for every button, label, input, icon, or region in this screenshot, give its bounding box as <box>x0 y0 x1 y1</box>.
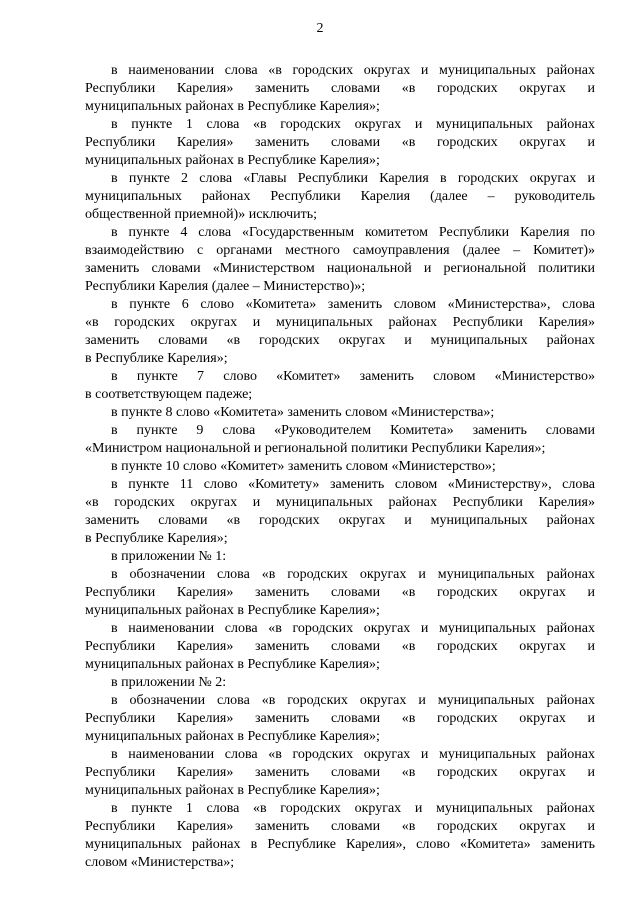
paragraph <box>85 224 595 296</box>
paragraph-line: муниципальных районах в Республике Карелия»; <box>85 783 380 798</box>
paragraph <box>85 566 595 620</box>
paragraph-line: Республики Карелия» заменить словами «в городских округах и <box>85 81 595 96</box>
paragraph-line: Республики Карелия (далее – Министерство)»; <box>85 279 366 294</box>
paragraph <box>85 674 595 692</box>
document-body <box>85 62 595 872</box>
paragraph-line: в пункте 10 слово «Комитет» заменить словом «Министерство»; <box>111 459 496 474</box>
paragraph-line: Республики Карелия» заменить словами «в городских округах и <box>85 765 595 780</box>
paragraph-line: заменить словами «в городских округах и муниципальных районах <box>85 333 595 348</box>
paragraph <box>85 404 595 422</box>
paragraph <box>85 368 595 404</box>
paragraph-line: муниципальных районах в Республике Карелия»; <box>85 99 380 114</box>
paragraph <box>85 548 595 566</box>
paragraph-line: в соответствующем падеже; <box>85 387 253 402</box>
paragraph-line: в Республике Карелия»; <box>85 531 228 546</box>
paragraph-line: заменить словами «в городских округах и муниципальных районах <box>85 513 595 528</box>
paragraph-line: в приложении № 2: <box>111 675 227 690</box>
paragraph <box>85 296 595 368</box>
paragraph-line: общественной приемной)» исключить; <box>85 207 318 222</box>
paragraph-line: муниципальных районах в Республике Карелия»; <box>85 603 380 618</box>
paragraph-line: в пункте 11 слово «Комитету» заменить словом «Министерству», слова <box>111 477 595 492</box>
paragraph-line: в наименовании слова «в городских округах и муниципальных районах <box>111 621 595 636</box>
paragraph-line: муниципальных районах Республики Карелия (далее – руководитель <box>85 189 595 204</box>
paragraph <box>85 476 595 548</box>
paragraph-line: «в городских округах и муниципальных районах Республики Карелия» <box>85 495 595 510</box>
paragraph-line: в обозначении слова «в городских округах и муниципальных районах <box>111 693 595 708</box>
paragraph-line: Республики Карелия» заменить словами «в городских округах и <box>85 639 595 654</box>
paragraph-line: в пункте 1 слова «в городских округах и муниципальных районах <box>111 801 595 816</box>
paragraph-line: в приложении № 1: <box>111 549 227 564</box>
paragraph-line: в пункте 9 слова «Руководителем Комитета» заменить словами <box>111 423 595 438</box>
paragraph-line: в пункте 2 слова «Главы Республики Карелия в городских округах и <box>111 171 595 186</box>
paragraph-line: муниципальных районах в Республике Карелия»; <box>85 153 380 168</box>
paragraph <box>85 800 595 872</box>
paragraph-line: в наименовании слова «в городских округах и муниципальных районах <box>111 63 595 78</box>
paragraph <box>85 116 595 170</box>
paragraph <box>85 692 595 746</box>
paragraph-line: Республики Карелия» заменить словами «в городских округах и <box>85 135 595 150</box>
paragraph <box>85 620 595 674</box>
paragraph-line: Республики Карелия» заменить словами «в городских округах и <box>85 585 595 600</box>
page-number: 2 <box>316 21 324 36</box>
paragraph-line: «Министром национальной и региональной политики Республики Карелия»; <box>85 441 546 456</box>
paragraph <box>85 746 595 800</box>
paragraph-line: заменить словами «Министерством национальной и региональной политики <box>85 261 595 276</box>
paragraph-line: муниципальных районах в Республике Карелия»; <box>85 729 380 744</box>
paragraph-line: словом «Министерства»; <box>85 855 235 870</box>
paragraph-line: «в городских округах и муниципальных районах Республики Карелия» <box>85 315 595 330</box>
paragraph-line: в пункте 8 слово «Комитета» заменить словом «Министерства»; <box>111 405 495 420</box>
paragraph-line: в пункте 7 слово «Комитет» заменить словом «Министерство» <box>111 369 595 384</box>
paragraph-line: в пункте 4 слова «Государственным комитетом Республики Карелия по <box>111 225 595 240</box>
paragraph <box>85 170 595 224</box>
paragraph-line: муниципальных районах в Республике Карелия»; <box>85 657 380 672</box>
paragraph-line: в пункте 6 слово «Комитета» заменить словом «Министерства», слова <box>111 297 595 312</box>
paragraph <box>85 458 595 476</box>
paragraph-line: взаимодействию с органами местного самоуправления (далее – Комитет)» <box>85 243 595 258</box>
paragraph-line: в пункте 1 слова «в городских округах и муниципальных районах <box>111 117 595 132</box>
paragraph-line: Республики Карелия» заменить словами «в городских округах и <box>85 711 595 726</box>
paragraph-line: в наименовании слова «в городских округах и муниципальных районах <box>111 747 595 762</box>
paragraph-line: муниципальных районах в Республике Карелия», слово «Комитета» заменить <box>85 837 595 852</box>
paragraph-line: в Республике Карелия»; <box>85 351 228 366</box>
paragraph <box>85 62 595 116</box>
paragraph-line: Республики Карелия» заменить словами «в городских округах и <box>85 819 595 834</box>
paragraph <box>85 422 595 458</box>
paragraph-line: в обозначении слова «в городских округах и муниципальных районах <box>111 567 595 582</box>
